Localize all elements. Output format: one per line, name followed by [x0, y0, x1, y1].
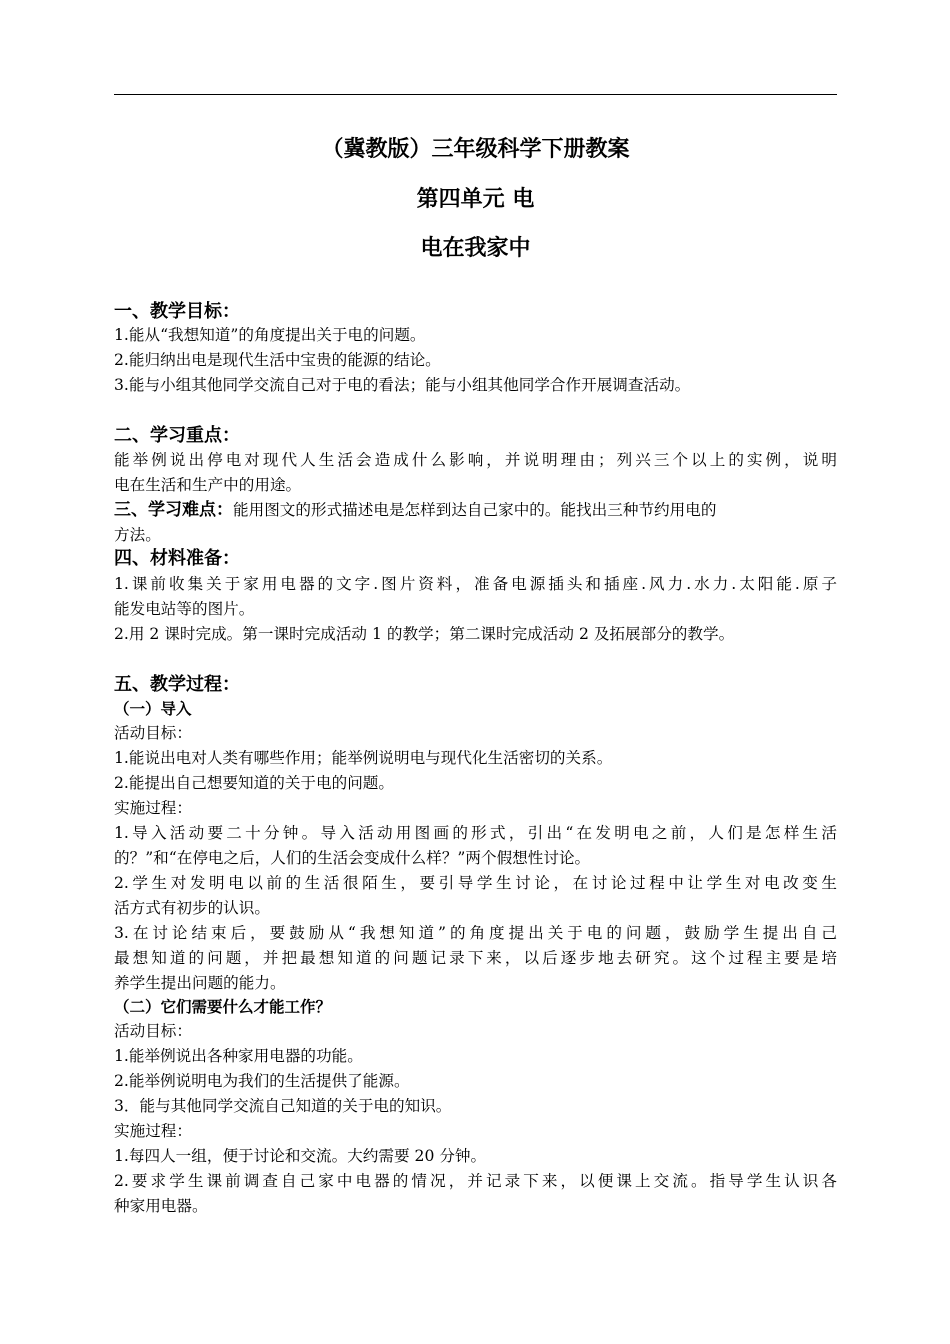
- process-line: 1.导入活动要二十分钟。导入活动用图画的形式，引出“在发明电之前，人们是怎样生活: [114, 824, 837, 842]
- process-line: 2.能提出自己想要知道的关于电的问题。: [114, 774, 394, 792]
- process-line: 实施过程：: [114, 1122, 192, 1140]
- unit-title: 第四单元 电: [416, 187, 535, 212]
- difficulty-line: 方法。: [114, 526, 161, 544]
- objective-item: 1.能从“我想知道”的角度提出关于电的问题。: [114, 326, 426, 344]
- part-intro-heading: （一）导入: [114, 700, 192, 718]
- process-line: 2.要求学生课前调查自己家中电器的情况，并记录下来，以便课上交流。指导学生认识各: [114, 1172, 837, 1190]
- process-line: 2.能举例说明电为我们的生活提供了能源。: [114, 1072, 410, 1090]
- process-line: 1.能说出电对人类有哪些作用；能举例说明电与现代化生活密切的关系。: [114, 749, 613, 767]
- objective-item: 3.能与小组其他同学交流自己对于电的看法；能与小组其他同学合作开展调查活动。: [114, 376, 691, 394]
- process-line: 活方式有初步的认识。: [114, 899, 270, 917]
- materials-line: 1.课前收集关于家用电器的文字.图片资料，准备电源插头和插座.风力.水力.太阳能.原子: [114, 575, 837, 593]
- document-title: （冀教版）三年级科学下册教案: [321, 137, 630, 162]
- section-process-heading: 五、教学过程：: [114, 674, 240, 695]
- header-rule: [114, 94, 837, 95]
- process-line: 1.每四人一组，便于讨论和交流。大约需要 20 分钟。: [114, 1147, 487, 1165]
- section-key-points-heading: 二、学习重点：: [114, 425, 240, 446]
- process-line: 3.在讨论结束后，要鼓励从“我想知道”的角度提出关于电的问题，鼓励学生提出自己: [114, 924, 837, 942]
- difficulty-paragraph: [114, 498, 837, 522]
- process-line: 3．能与其他同学交流自己知道的关于电的知识。: [114, 1097, 452, 1115]
- key-points-line: 电在生活和生产中的用途。: [114, 476, 302, 494]
- part-work-heading: （二）它们需要什么才能工作？: [114, 998, 332, 1016]
- process-line: 活动目标：: [114, 1022, 192, 1040]
- section-difficulty-heading: 三、学习难点：: [114, 500, 233, 520]
- materials-line: 能发电站等的图片。: [114, 600, 255, 618]
- process-line: 活动目标：: [114, 724, 192, 742]
- process-line: 1.能举例说出各种家用电器的功能。: [114, 1047, 363, 1065]
- difficulty-text: 能用图文的形式描述电是怎样到达自己家中的。能找出三种节约用电的: [233, 501, 717, 519]
- section-objectives-heading: 一、教学目标：: [114, 301, 240, 322]
- process-line: 最想知道的问题，并把最想知道的问题记录下来，以后逐步地去研究。这个过程主要是培: [114, 949, 837, 967]
- process-line: 种家用电器。: [114, 1197, 208, 1215]
- section-materials-heading: 四、材料准备：: [114, 548, 240, 569]
- key-points-line: 能举例说出停电对现代人生活会造成什么影响，并说明理由；列兴三个以上的实例，说明: [114, 451, 837, 469]
- process-line: 的？”和“在停电之后，人们的生活会变成什么样？”两个假想性讨论。: [114, 849, 591, 867]
- objective-item: 2.能归纳出电是现代生活中宝贵的能源的结论。: [114, 351, 441, 369]
- materials-line: 2.用 2 课时完成。第一课时完成活动 1 的教学；第二课时完成活动 2 及拓展部分的教学。: [114, 625, 735, 643]
- process-line: 2.学生对发明电以前的生活很陌生，要引导学生讨论，在讨论过程中让学生对电改变生: [114, 874, 837, 892]
- process-line: 养学生提出问题的能力。: [114, 974, 286, 992]
- lesson-title: 电在我家中: [420, 236, 531, 261]
- process-line: 实施过程：: [114, 799, 192, 817]
